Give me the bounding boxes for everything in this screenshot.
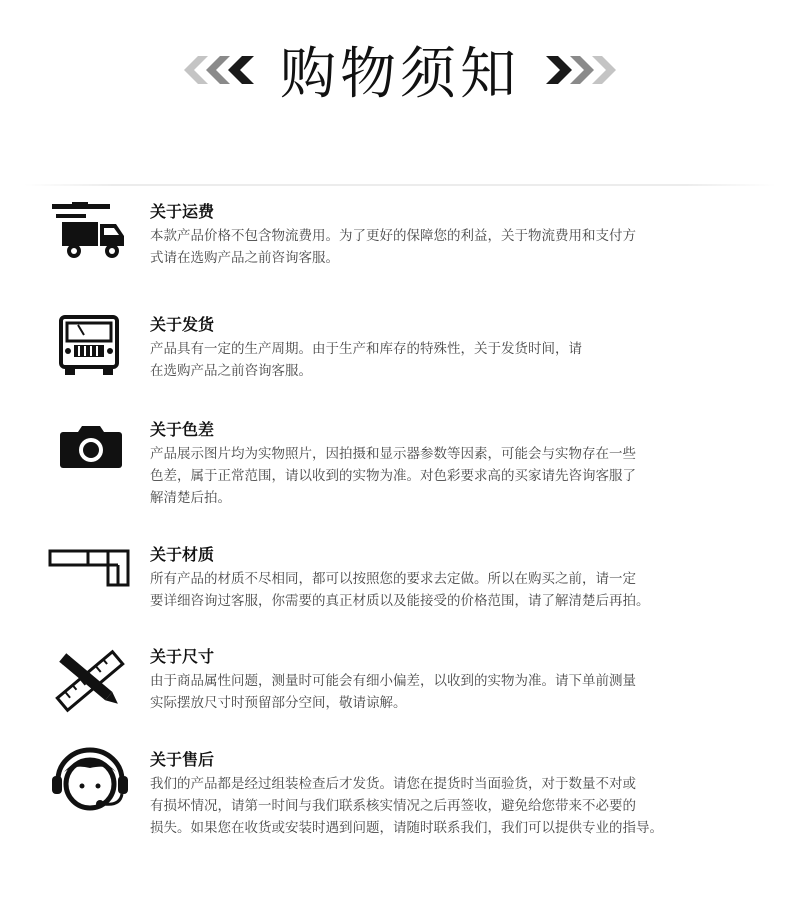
vehicle-front-icon xyxy=(48,315,130,387)
section-heading: 关于发货 xyxy=(150,315,215,334)
section-heading: 关于尺寸 xyxy=(150,647,215,666)
customer-service-headset-icon xyxy=(48,746,130,818)
section-body: 产品具有一定的生产周期。由于生产和库存的特殊性，关于发货时间，请 在选购产品之前咨询客服。 xyxy=(150,341,582,379)
ruler-pencil-icon xyxy=(48,647,130,719)
section-heading: 关于售后 xyxy=(150,750,215,769)
chevrons-left-icon xyxy=(182,53,262,87)
chevrons-right-icon xyxy=(538,53,618,87)
camera-icon xyxy=(48,422,130,494)
material-profile-icon xyxy=(48,545,130,617)
section-body: 产品展示图片均为实物照片，因拍摄和显示器参数等因素，可能会与实物存在一些 色差，属于正常范围，请以收到的实物为准。对色彩要求高的买家请先咨询客服了 解清楚后拍。 xyxy=(150,446,636,506)
section-heading: 关于材质 xyxy=(150,545,215,564)
page-title: 购物须知 xyxy=(280,42,520,107)
section-body: 我们的产品都是经过组装检查后才发货。请您在提货时当面验货，对于数量不对或 有损坏情况，请第一时间与我们联系核实情况之后再签收，避免给您带来不必要的 损失。如果您在收货或安装时遇到问题，请随时联系我们，我们可以提供专业的指导。 xyxy=(150,776,663,836)
delivery-truck-icon xyxy=(48,202,130,274)
section-body: 所有产品的材质不尽相同，都可以按照您的要求去定做。所以在购买之前，请一定 要详细咨询过客服，你需要的真正材质以及能接受的价格范围，请了解清楚后再拍。 xyxy=(150,571,650,609)
header-divider xyxy=(24,184,776,186)
section-body: 由于商品属性问题，测量时可能会有细小偏差，以收到的实物为准。请下单前测量 实际摆放尺寸时预留部分空间，敬请谅解。 xyxy=(150,673,636,711)
section-heading: 关于色差 xyxy=(150,420,215,439)
page-header xyxy=(0,30,800,110)
section-body: 本款产品价格不包含物流费用。为了更好的保障您的利益，关于物流费用和支付方 式请在选购产品之前咨询客服。 xyxy=(150,228,636,266)
section-heading: 关于运费 xyxy=(150,202,215,221)
